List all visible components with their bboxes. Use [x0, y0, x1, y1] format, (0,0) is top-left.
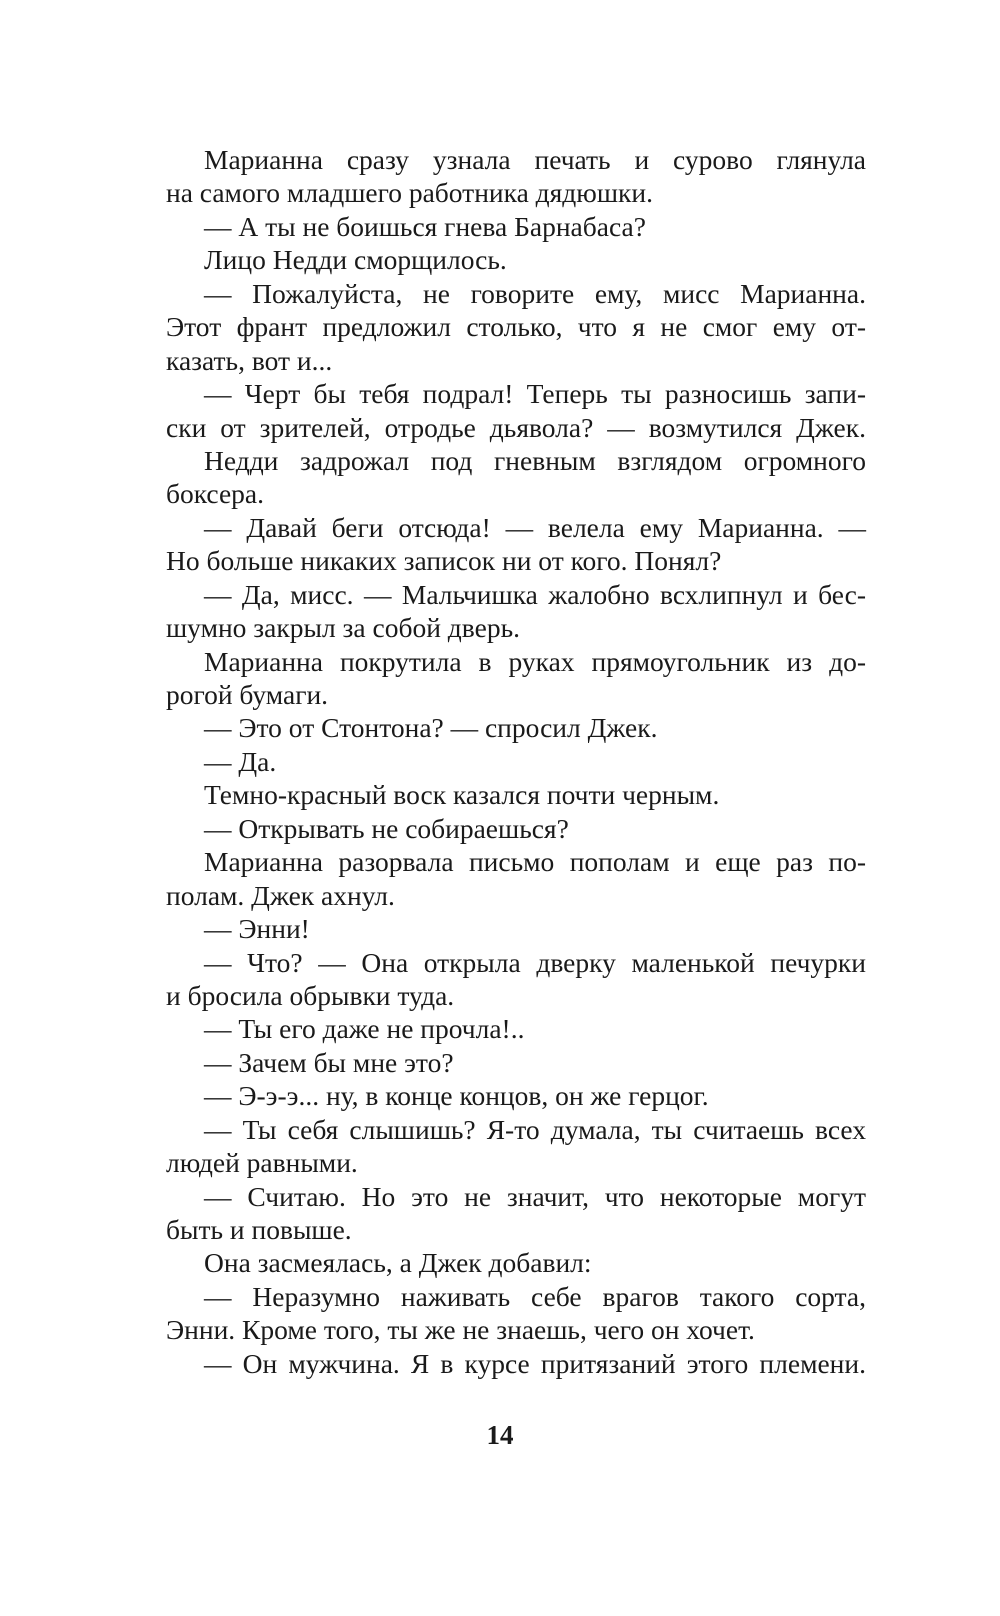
- text-line: на самого младшего работника дядюшки.: [166, 177, 653, 209]
- page-number: 14: [486, 1420, 514, 1450]
- text-line: рогой бумаги.: [166, 679, 329, 710]
- text-line: — Энни!: [204, 913, 310, 945]
- text-line: Недди задрожал под гневным взглядом огромного: [204, 444, 866, 476]
- text-line: — А ты не боишься гнева Барнабаса?: [204, 210, 646, 242]
- text-line: Марианна разорвала письмо пополам и еще раз по-: [204, 846, 866, 878]
- text-line: — Э-э-э... ну, в конце концов, он же герцог.: [204, 1080, 709, 1112]
- text-line: — Что? — Она открыла дверку маленькой печурки: [204, 946, 866, 978]
- text-line: — Да, мисс. — Мальчишка жалобно всхлипнул и бес-: [204, 578, 866, 610]
- text-line: Этот франт предложил столько, что я не смог ему от-: [166, 311, 866, 343]
- text-line: Марианна покрутила в руках прямоугольник из до-: [204, 645, 866, 677]
- text-line: — Черт бы тебя подрал! Теперь ты разносишь запи-: [204, 378, 866, 410]
- text-line: боксера.: [166, 478, 264, 510]
- text-line: Лицо Недди сморщилось.: [204, 244, 507, 276]
- text-line: — Зачем бы мне это?: [204, 1046, 454, 1078]
- text-line: полам. Джек ахнул.: [166, 879, 395, 911]
- text-line: Но больше никаких записок ни от кого. Понял?: [166, 545, 722, 577]
- text-line: Марианна сразу узнала печать и сурово глянула: [204, 144, 866, 175]
- text-line: Энни. Кроме того, ты же не знаешь, чего он хочет.: [166, 1314, 755, 1346]
- text-line: быть и повыше.: [166, 1214, 352, 1245]
- text-line: — Ты его даже не прочла!..: [204, 1013, 525, 1045]
- text-line: — Это от Стонтона? — спросил Джек.: [204, 712, 658, 744]
- text-line: — Считаю. Но это не значит, что некоторые могут: [204, 1180, 866, 1212]
- text-line: — Неразумно наживать себе врагов такого сорта,: [204, 1280, 866, 1312]
- text-line: — Давай беги отсюда! — велела ему Марианна. —: [204, 511, 866, 543]
- text-line: казать, вот и...: [166, 344, 333, 376]
- text-line: шумно закрыл за собой дверь.: [166, 612, 520, 644]
- text-line: — Пожалуйста, не говорите ему, мисс Марианна.: [204, 277, 866, 309]
- text-line: Она засмеялась, а Джек добавил:: [204, 1247, 592, 1279]
- text-line: людей равными.: [166, 1147, 358, 1179]
- text-line: — Ты себя слышишь? Я-то думала, ты считаешь всех: [204, 1113, 866, 1145]
- text-line: — Да.: [204, 745, 277, 777]
- text-line: и бросила обрывки туда.: [166, 979, 455, 1011]
- text-line: Темно-красный воск казался почти черным.: [204, 779, 720, 811]
- page-text: [166, 143, 866, 1380]
- text-line: ски от зрителей, отродье дьявола? — возмутился Джек.: [166, 411, 866, 443]
- text-line: — Открывать не собираешься?: [204, 812, 569, 844]
- text-line: — Он мужчина. Я в курсе притязаний этого племени.: [204, 1347, 866, 1379]
